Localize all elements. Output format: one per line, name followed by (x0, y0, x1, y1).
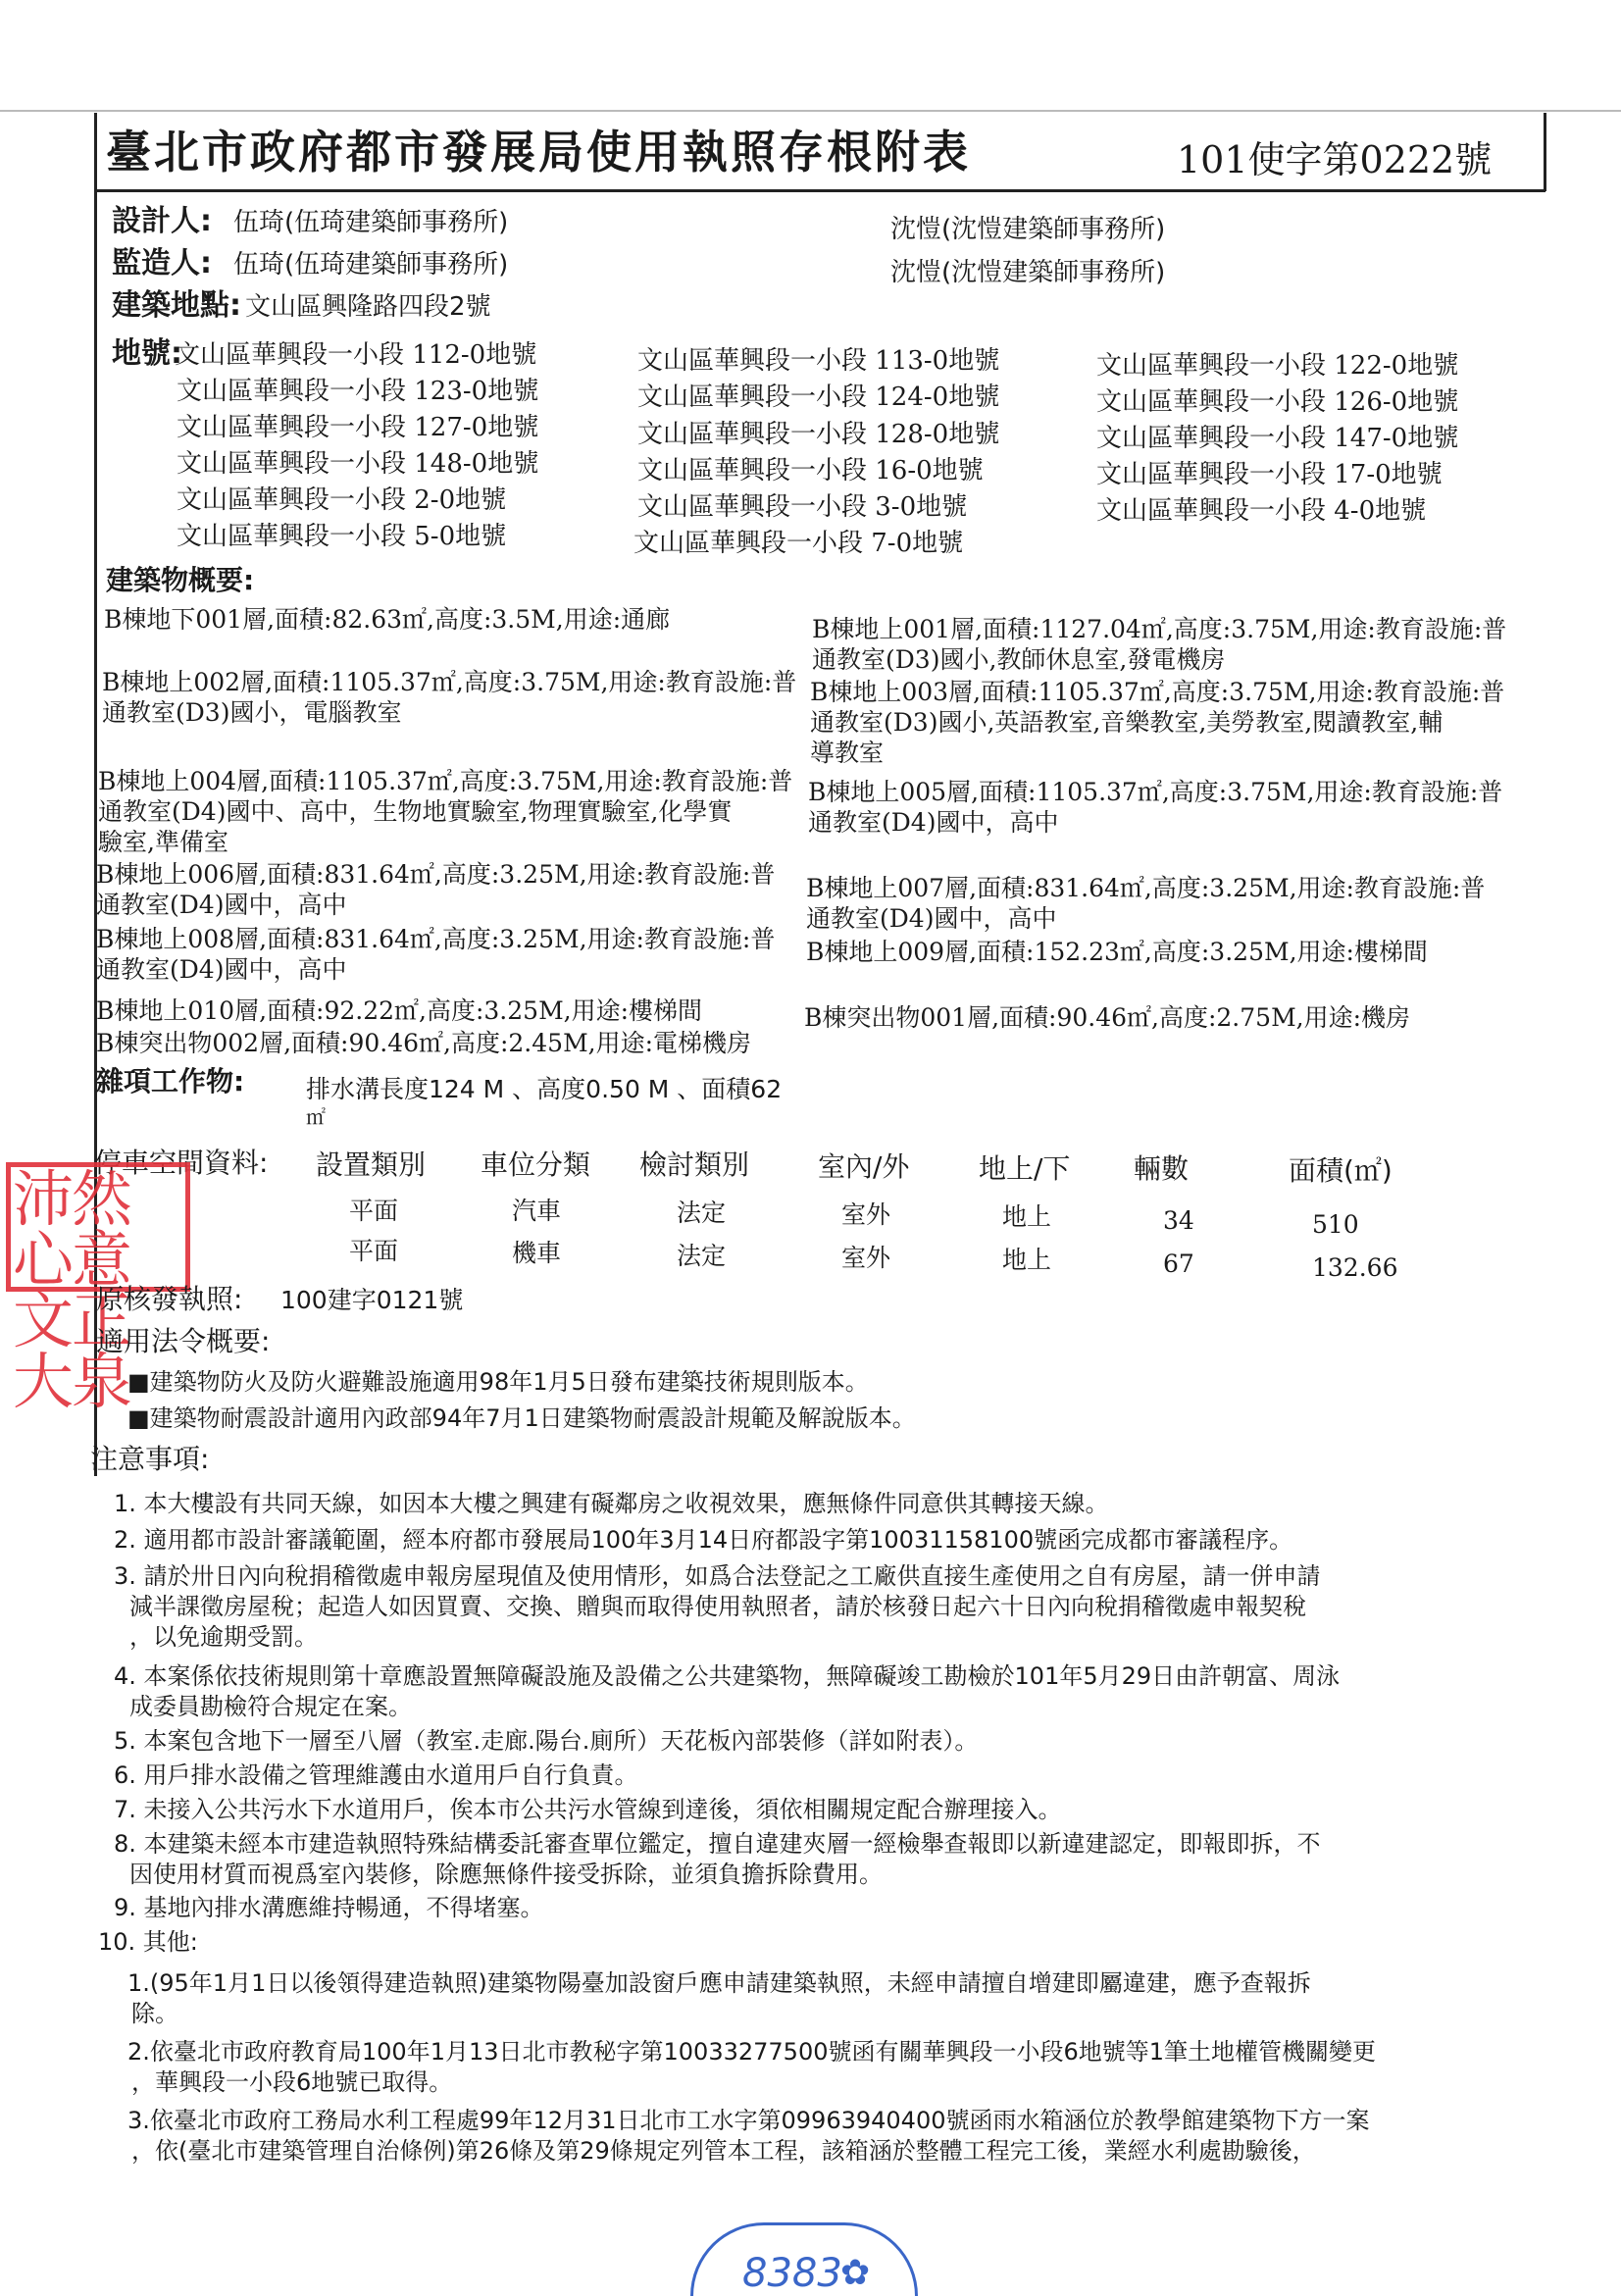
parking-header: 檢討類別 (639, 1148, 750, 1181)
header-rule (94, 189, 1545, 192)
overview-line: 通教室(D3)國小,教師休息室,發電機房 (812, 645, 1226, 674)
parking-header: 面積(㎡) (1289, 1154, 1393, 1187)
supervisor-value-2: 沈愷(沈愷建築師事務所) (890, 258, 1166, 287)
parking-cell: 地上 (1002, 1246, 1052, 1274)
note-line: 3. 請於卅日內向稅捐稽徵處申報房屋現值及使用情形，如爲合法登記之工廠供直接生產使用之自有房屋，請一併申請 (114, 1562, 1321, 1590)
site-label: 建築地點: (112, 288, 241, 323)
overview-line: B棟地上005層,面積:1105.37㎡,高度:3.75M,用途:教育設施:普 (808, 778, 1503, 806)
lot-item: 文山區華興段一小段 124-0地號 (637, 383, 1000, 412)
note-line: 2.依臺北市政府教育局100年1月13日北市教秘字第10033277500號函有關華興段一小段6地號等1筆土地權管機關變更 (127, 2038, 1377, 2066)
page-number-stamp (690, 2222, 918, 2296)
note-line: 成委員勘檢符合規定在案。 (129, 1693, 412, 1720)
supervisor-value-1: 伍琦(伍琦建築師事務所) (233, 250, 509, 280)
parking-cell: 機車 (512, 1239, 562, 1267)
note-line: 3.依臺北市政府工務局水利工程處99年12月31日北市工水字第09963940400號函雨水箱涵位於教學館建築物下方一案 (127, 2107, 1370, 2134)
seal-text: 沛然心意文正大泉 (13, 1163, 131, 1417)
overview-line: 通教室(D4)國中，高中 (96, 955, 347, 984)
original-value: 100建字0121號 (280, 1286, 464, 1314)
flower-icon: ✿ (840, 2253, 871, 2293)
parking-header: 室內/外 (818, 1150, 910, 1183)
overview-line: B棟地上006層,面積:831.64㎡,高度:3.25M,用途:教育設施:普 (96, 860, 776, 889)
parking-cell: 法定 (677, 1242, 727, 1270)
lot-item: 文山區華興段一小段 127-0地號 (177, 413, 539, 442)
parking-header: 設置類別 (316, 1148, 427, 1181)
parking-label: 停車空間資料: (94, 1147, 269, 1179)
note-line: 7. 未接入公共污水下水道用戶，俟本市公共污水管線到達後，須依相關規定配合辦理接入。 (114, 1796, 1062, 1823)
lot-item: 文山區華興段一小段 148-0地號 (177, 449, 539, 479)
overview-line: 驗室,準備室 (98, 828, 228, 856)
designer-value-2: 沈愷(沈愷建築師事務所) (890, 215, 1166, 244)
overview-label: 建築物概要: (106, 564, 255, 596)
overview-line: B棟地上009層,面積:152.23㎡,高度:3.25M,用途:樓梯間 (806, 938, 1428, 966)
note-line: 9. 基地內排水溝應維持暢通，不得堵塞。 (114, 1894, 544, 1921)
license-number: 101使字第0222號 (1177, 138, 1493, 181)
note-line: 除。 (131, 2000, 178, 2027)
overview-line: 通教室(D4)國中、高中，生物地實驗室,物理實驗室,化學實 (98, 797, 733, 826)
designer-value-1: 伍琦(伍琦建築師事務所) (233, 208, 509, 237)
misc-value: 排水溝長度124 M 、高度0.50 M 、面積62 (306, 1075, 783, 1103)
note-line: 6. 用戶排水設備之管理維護由水道用戶自行負責。 (114, 1761, 638, 1789)
overview-line: B棟地上004層,面積:1105.37㎡,高度:3.75M,用途:教育設施:普 (98, 767, 793, 795)
note-line: ，依(臺北市建築管理自治條例)第26條及第29條規定列管本工程，該箱涵於整體工程完工後，業經水利處勘驗後， (131, 2137, 1316, 2165)
parking-cell: 平面 (349, 1237, 399, 1265)
note-line: 10. 其他: (98, 1928, 198, 1956)
lot-item: 文山區華興段一小段 113-0地號 (637, 346, 1000, 376)
overview-line: B棟地上001層,面積:1127.04㎡,高度:3.75M,用途:教育設施:普 (812, 615, 1507, 643)
parking-cell: 34 (1163, 1206, 1194, 1235)
note-line: 5. 本案包含地下一層至八層（教室.走廊.陽台.廁所）天花板內部裝修（詳如附表）。 (114, 1727, 979, 1755)
lot-item: 文山區華興段一小段 147-0地號 (1096, 424, 1459, 453)
laws-label: 適用法令概要: (96, 1325, 271, 1357)
parking-cell: 室外 (841, 1200, 891, 1229)
overview-line: B棟突出物001層,面積:90.46㎡,高度:2.75M,用途:機房 (804, 1003, 1411, 1032)
overview-line: 通教室(D4)國中，高中 (808, 808, 1059, 837)
note-line: 4. 本案係依技術規則第十章應設置無障礙設施及設備之公共建築物，無障礙竣工勘檢於101年5月29日由許朝富、周泳 (114, 1662, 1341, 1690)
original-label: 原核發執照: (96, 1283, 243, 1315)
note-line: 因使用材質而視爲室內裝修，除應無條件接受拆除，並須負擔拆除費用。 (129, 1861, 883, 1888)
overview-line: 通教室(D4)國中，高中 (96, 891, 347, 919)
note-line: 1. 本大樓設有共同天線，如因本大樓之興建有礙鄰房之收視效果，應無條件同意供其轉接天線。 (114, 1490, 1109, 1517)
lot-item: 文山區華興段一小段 3-0地號 (637, 492, 968, 522)
parking-cell: 67 (1163, 1250, 1194, 1278)
overview-line: 通教室(D4)國中，高中 (806, 904, 1057, 933)
lot-item: 文山區華興段一小段 128-0地號 (637, 420, 1000, 449)
parking-cell: 平面 (349, 1197, 399, 1225)
top-scan-line (0, 110, 1621, 112)
lot-item: 文山區華興段一小段 7-0地號 (633, 529, 964, 558)
lot-item: 文山區華興段一小段 123-0地號 (177, 377, 539, 406)
law-item: ■建築物耐震設計適用內政部94年7月1日建築物耐震設計規範及解說版本。 (127, 1404, 916, 1432)
lot-item: 文山區華興段一小段 4-0地號 (1096, 496, 1427, 526)
note-line: 1.(95年1月1日以後領得建造執照)建築物陽臺加設窗戶應申請建築執照，未經申請擅自增建即屬違建，應予查報拆 (127, 1969, 1311, 1997)
supervisor-label: 監造人: (112, 246, 212, 281)
parking-cell: 室外 (841, 1244, 891, 1272)
lot-item: 文山區華興段一小段 2-0地號 (177, 485, 507, 515)
parking-header: 車位分類 (481, 1148, 591, 1181)
note-line: 減半課徵房屋稅；起造人如因買賣、交換、贈與而取得使用執照者，請於核發日起六十日內向稅捐稽徵處申報契稅 (129, 1593, 1306, 1620)
parking-cell: 510 (1312, 1210, 1359, 1239)
overview-line: B棟地上003層,面積:1105.37㎡,高度:3.75M,用途:教育設施:普 (810, 678, 1505, 706)
notes-label: 注意事項: (90, 1443, 210, 1475)
note-line: 8. 本建築未經本市建造執照特殊結構委託審查單位鑑定，擅自違建夾層一經檢舉查報即以新違建認定，即報即拆，不 (114, 1830, 1321, 1858)
lot-item: 文山區華興段一小段 126-0地號 (1096, 387, 1459, 417)
document-title: 臺北市政府都市發展局使用執照存根附表 (106, 126, 971, 179)
lot-item: 文山區華興段一小段 16-0地號 (637, 456, 984, 485)
overview-line: B棟地上008層,面積:831.64㎡,高度:3.25M,用途:教育設施:普 (96, 925, 776, 953)
parking-cell: 132.66 (1312, 1253, 1398, 1282)
misc-unit: ㎡ (306, 1105, 326, 1129)
overview-line: B棟地上002層,面積:1105.37㎡,高度:3.75M,用途:教育設施:普 (102, 668, 797, 696)
overview-line: B棟地上007層,面積:831.64㎡,高度:3.25M,用途:教育設施:普 (806, 874, 1486, 902)
misc-label: 雜項工作物: (96, 1065, 245, 1097)
parking-cell: 地上 (1002, 1202, 1052, 1231)
lot-item: 文山區華興段一小段 5-0地號 (177, 522, 507, 551)
overview-line: B棟突出物002層,面積:90.46㎡,高度:2.45M,用途:電梯機房 (96, 1029, 752, 1057)
right-border (1544, 113, 1546, 191)
law-item: ■建築物防火及防火避難設施適用98年1月5日發布建築技術規則版本。 (127, 1368, 869, 1396)
lots-label: 地號: (112, 336, 182, 371)
overview-line: 通教室(D3)國小，電腦教室 (102, 698, 402, 727)
lot-item: 文山區華興段一小段 17-0地號 (1096, 460, 1443, 489)
overview-line: 通教室(D3)國小,英語教室,音樂教室,美勞教室,閱讀教室,輔 (810, 708, 1444, 737)
parking-cell: 汽車 (512, 1197, 562, 1225)
overview-line: B棟地上010層,面積:92.22㎡,高度:3.25M,用途:樓梯間 (96, 996, 703, 1025)
parking-header: 輛數 (1134, 1152, 1190, 1185)
note-line: ，以免逾期受罰。 (129, 1623, 318, 1651)
parking-header: 地上/下 (979, 1152, 1071, 1185)
stamp-number: 8383 (742, 2251, 842, 2296)
note-line: ，華興段一小段6地號已取得。 (131, 2068, 453, 2096)
lot-item: 文山區華興段一小段 122-0地號 (1096, 351, 1459, 381)
overview-line: 導教室 (810, 739, 885, 767)
overview-line: B棟地下001層,面積:82.63㎡,高度:3.5M,用途:通廊 (104, 605, 671, 634)
site-value: 文山區興隆路四段2號 (245, 292, 491, 322)
note-line: 2. 適用都市設計審議範圍，經本府都市發展局100年3月14日府都設字第10031158100號函完成都市審議程序。 (114, 1526, 1293, 1554)
designer-label: 設計人: (112, 204, 212, 238)
lot-item: 文山區華興段一小段 112-0地號 (175, 340, 537, 370)
parking-cell: 法定 (677, 1199, 727, 1227)
